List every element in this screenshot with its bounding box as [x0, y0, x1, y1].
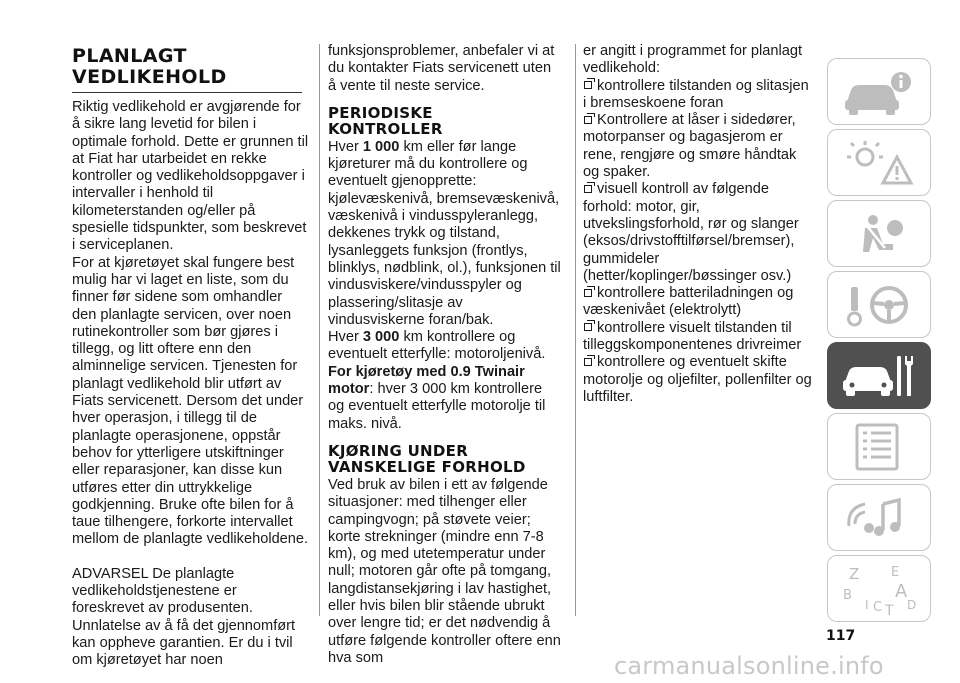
paragraph: Ved bruk av bilen i ett av følgende situasjoner: med tilhenger eller campingvogn; på støvete veier; korte strekninger (mindre enn 7-8 km), og med utetemperatur under null; motoren går ofte på tomgang, langdistansekjøring i lav hastighet, eller hvis bilen blir stående ubrukt over lengre tid; er det nødvendig å utføre følgende kontroller oftere enn hva som — [328, 476, 561, 666]
warning-lights-icon — [839, 135, 919, 191]
alphabetical-index-icon — [839, 561, 919, 617]
paragraph — [328, 364, 562, 433]
warning-paragraph: ADVARSEL De planlagte vedlikeholdstjenestene er foreskrevet av produsenten. Unnlatelse av å få det gjennomført kan oppheve garantien. Er du i tvil om kjøretøyet har noen — [72, 565, 296, 669]
tab-index[interactable] — [827, 555, 931, 622]
section-heading-periodic-checks — [328, 105, 562, 137]
bold-text: 1 000 — [362, 138, 400, 155]
section-heading-line-2: KONTROLLER — [328, 119, 443, 138]
paragraph: For at kjøretøyet skal fungere best mulig har vi laget en liste, som du finner før sidene som omhandler den planlagte servicen, over noen rutinekontroller som bør gjøres i tillegg, og litt oftere enn den alminnelige servicen. Tjenesten for planlagt vedlikehold blir utført av Fiats servicenett. Dersom det under hver operasjon, i tillegg til de planlagte operasjonene, oppstår behov for ytterligere utskiftninger eller reparasjoner, kan disse kun utføres etter din uttrykkelige godkjenning. Bruke ofte bilen for å taue tilhengere, forkorte intervallet mellom de planlagte vedlikeholdene. — [72, 254, 309, 548]
bullet-item — [583, 320, 815, 355]
bullet-text: kontrollere og eventuelt skifte motorolje og oljefilter, pollenfilter og luftfilter. — [583, 354, 812, 405]
index-list-icon — [839, 419, 919, 475]
bold-text: For kjøretøy med 0.9 Twinair motor — [328, 363, 525, 398]
index-letter: I — [865, 597, 869, 612]
spacer — [72, 549, 310, 566]
tab-safety[interactable] — [827, 200, 931, 267]
checkbox-bullet-icon — [584, 323, 592, 331]
car-service-icon — [839, 348, 919, 404]
bullet-text: kontrollere visuelt tilstanden til tilleggskomponentenes drivreimer — [583, 319, 802, 354]
checkbox-bullet-icon — [584, 116, 592, 124]
text: km eller før lange kjøreturer må du kontrollere og eventuelt gjenopprette: kjølevæskenivå, bremsevæskenivå, væskenivå i vindusspyleranlegg, dekkenes trykk og tilstand, lysanleggets funksjon (frontlys, blinklys, nødblink, ol.), funksjonen til vindusviskere/vindusspyler og plassering/slitasje av vindusviskerne foran/bak. — [328, 138, 561, 328]
bullet-item — [583, 354, 815, 406]
text: : hver 3 000 km kontrollere og eventuelt etterfylle motorolje til maks. nivå. — [328, 381, 546, 432]
index-letter: C — [873, 599, 883, 615]
section-heading-line-1: PERIODISKE — [328, 103, 433, 122]
page-number: 117 — [826, 628, 856, 644]
chapter-tabs — [827, 58, 931, 626]
checkbox-bullet-icon — [584, 289, 592, 297]
safety-airbag-icon — [839, 206, 919, 262]
bullet-item — [583, 112, 815, 181]
bullet-text: Kontrollere at låser i sidedører, motorpanser og bagasjerom er rene, rengjøre og smøre håndtak og spaker. — [583, 112, 797, 181]
index-letter: D — [907, 597, 917, 612]
bold-text: 3 000 — [362, 329, 400, 346]
index-letter: Z — [849, 564, 860, 583]
column-2 — [328, 43, 562, 667]
bullet-item — [583, 78, 815, 113]
index-letter: E — [891, 564, 900, 580]
index-letter: A — [895, 580, 908, 602]
section-heading-line-2: VANSKELIGE FORHOLD — [328, 457, 526, 476]
bullet-item — [583, 181, 815, 285]
key-steering-icon — [839, 277, 919, 333]
text: Hver — [328, 329, 363, 346]
page-title — [72, 46, 310, 88]
paragraph: er angitt i programmet for planlagt vedlikehold: — [583, 43, 803, 77]
paragraph: funksjonsproblemer, anbefaler vi at du kontakter Fiats servicenett uten å vente til neste service. — [328, 43, 555, 94]
checkbox-bullet-icon — [584, 185, 592, 193]
section-heading-difficult-conditions — [328, 443, 562, 475]
tab-warning-lights[interactable] — [827, 129, 931, 196]
watermark: carmanualsonline.info — [614, 652, 884, 680]
section-heading-line-1: KJØRING UNDER — [328, 441, 469, 460]
bullet-text: kontrollere batteriladningen og væskenivået (elektrolytt) — [583, 285, 794, 319]
index-letter: B — [843, 587, 852, 603]
column-divider — [319, 44, 320, 616]
bullet-item — [583, 285, 815, 320]
text: km kontrollere og eventuelt etterfylle: motoroljenivå. — [328, 329, 546, 363]
multimedia-icon — [839, 490, 919, 546]
tab-multimedia[interactable] — [827, 484, 931, 551]
paragraph — [328, 329, 562, 364]
tab-car-info[interactable] — [827, 58, 931, 125]
tab-starting-driving[interactable] — [827, 271, 931, 338]
checkbox-bullet-icon — [584, 81, 592, 89]
paragraph: Riktig vedlikehold er avgjørende for å sikre lang levetid for bilen i optimale forhold. Dette er grunnen til at Fiat har utarbeidet en rekke kontroller og vedlikeholdsoppgaver i intervaller i henhold til kilometerstanden og/eller på spesielle tidspunkter, som beskrevet i serviceplanen. — [72, 99, 309, 254]
page-title-line-2: VEDLIKEHOLD — [72, 66, 227, 88]
tab-technical-data[interactable] — [827, 413, 931, 480]
paragraph — [328, 139, 562, 329]
car-info-icon — [839, 64, 919, 120]
column-divider — [575, 44, 576, 616]
column-3 — [583, 43, 815, 406]
page-title-line-1: PLANLAGT — [72, 45, 187, 67]
index-letter: T — [885, 602, 894, 617]
title-underline — [72, 92, 302, 93]
text: Hver — [328, 138, 363, 155]
bullet-text: visuell kontroll av følgende forhold: motor, gir, utvekslingsforhold, rør og slanger (eksos/drivstofftilførsel/bremser), gummideler (hetter/koplinger/bøssinger osv.) — [583, 181, 799, 284]
column-1 — [72, 46, 310, 670]
tab-maintenance[interactable] — [827, 342, 931, 409]
checkbox-bullet-icon — [584, 358, 592, 366]
bullet-text: kontrollere tilstanden og slitasjen i bremseskoene foran — [583, 77, 809, 111]
